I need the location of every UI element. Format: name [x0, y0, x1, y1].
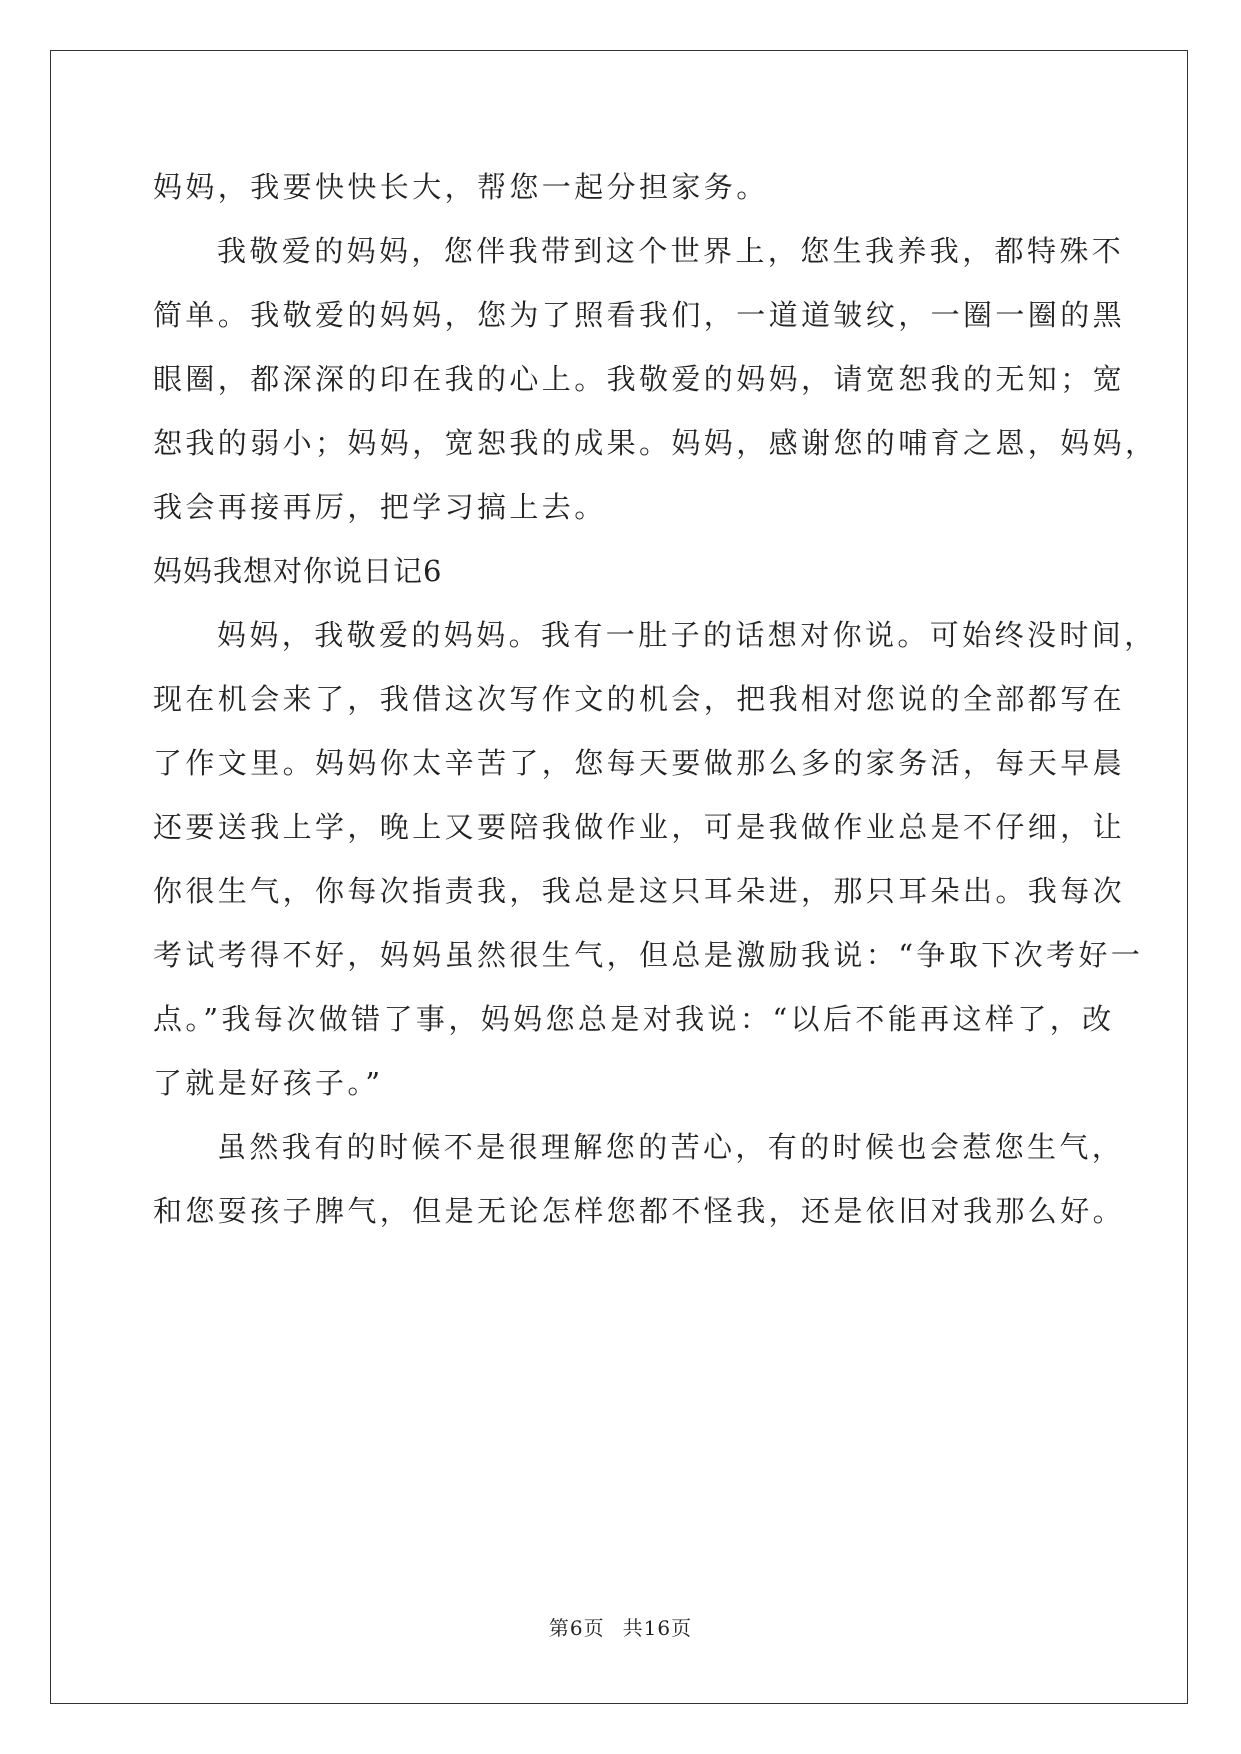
text-line: 妈妈，我敬爱的妈妈。我有一肚子的话想对你说。可始终没时间， [217, 618, 1157, 652]
text-line: 恕我的弱小；妈妈，宽恕我的成果。妈妈，感谢您的哺育之恩，妈妈， [153, 426, 1158, 460]
text-line: 还要送我上学，晚上又要陪我做作业，可是我做作业总是不仔细，让 [153, 810, 1126, 844]
text-line: 你很生气，你每次指责我，我总是这只耳朵进，那只耳朵出。我每次 [153, 874, 1126, 908]
text-line: 简单。我敬爱的妈妈，您为了照看我们，一道道皱纹，一圈一圈的黑 [153, 298, 1126, 332]
text-line: 虽然我有的时候不是很理解您的苦心，有的时候也会惹您生气， [217, 1130, 1125, 1164]
text-line: 考试考得不好，妈妈虽然很生气，但总是激励我说：“争取下次考好一 [153, 938, 1144, 972]
text-line: 点。”我每次做错了事，妈妈您总是对我说：“以后不能再这样了，改 [153, 1002, 1115, 1036]
document-body [153, 155, 1158, 1243]
text-line: 和您耍孩子脾气，但是无论怎样您都不怪我，还是依旧对我那么好。 [153, 1194, 1126, 1228]
page-number: 第6页 [548, 1616, 605, 1640]
text-line: 眼圈，都深深的印在我的心上。我敬爱的妈妈，请宽恕我的无知；宽 [153, 362, 1126, 396]
text-line: 现在机会来了，我借这次写作文的机会，把我相对您说的全部都写在 [153, 682, 1126, 716]
page-footer [0, 1612, 1241, 1641]
text-line: 了作文里。妈妈你太辛苦了，您每天要做那么多的家务活，每天早晨 [153, 746, 1126, 780]
section-heading: 妈妈我想对你说日记6 [153, 554, 443, 588]
text-line: 妈妈，我要快快长大，帮您一起分担家务。 [153, 170, 769, 204]
text-line: 我会再接再厉，把学习搞上去。 [153, 490, 607, 524]
page-total: 共16页 [622, 1616, 693, 1640]
text-line: 我敬爱的妈妈，您伴我带到这个世界上，您生我养我，都特殊不 [217, 234, 1125, 268]
text-line: 了就是好孩子。” [153, 1066, 384, 1100]
